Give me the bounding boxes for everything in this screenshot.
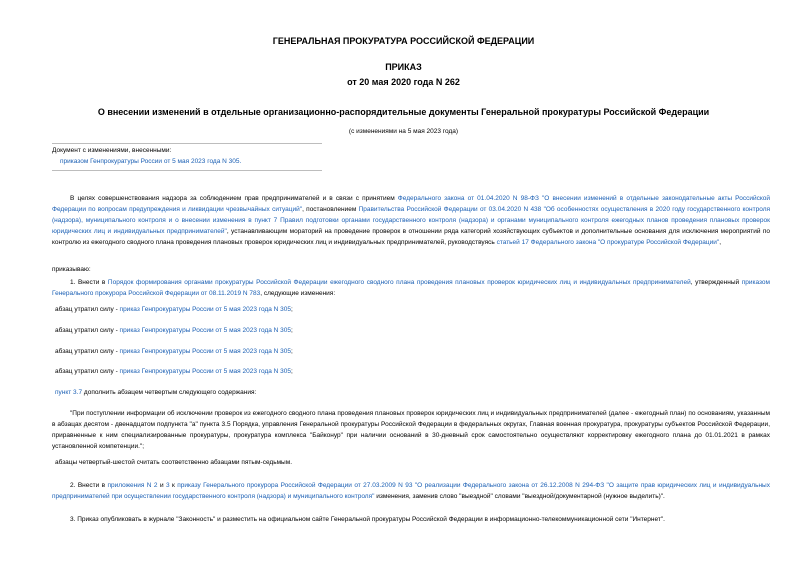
link-article-17[interactable]: статьей 17 Федерального закона "О прокуратуре Российской Федерации" — [496, 239, 720, 246]
point-3-7-line — [55, 389, 256, 396]
link-order-93[interactable]: приказу Генерального прокурора Российской Федерации от 27.03.2009 N 93 "О реализации Федерального закона от 26.12.2008 N 294-ФЗ "О защите прав юридических лиц и индивидуальных предпринимателей при осуществлении государственного контроля (надзора) и муниципального контроля" — [52, 482, 770, 500]
link-order-305[interactable]: приказ Генпрокуратуры России от 5 мая 2023 года N 305 — [119, 306, 292, 313]
item-1-text-1: 1. Внести в — [70, 279, 108, 286]
link-order-783[interactable]: приказом Генерального прокурора Российской Федерации от 08.11.2019 N 783 — [52, 279, 770, 297]
order-word: приказываю: — [52, 266, 91, 273]
item-3-paragraph: 3. Приказ опубликовать в журнале "Законность" и разместить на официальном сайте Генеральной прокуратуры Российской Федерации в информационно-телекоммуникационной сети "Интернет". — [70, 516, 665, 523]
changes-box-bottom-rule — [52, 170, 322, 171]
issuing-authority: ГЕНЕРАЛЬНАЯ ПРОКУРАТУРА РОССИЙСКОЙ ФЕДЕРАЦИИ — [272, 36, 535, 46]
renumber-line: абзацы четвертый-шестой считать соответственно абзацами пятым-седьмым. — [55, 459, 293, 466]
item-1-paragraph — [52, 277, 770, 299]
lost-force-end: ; — [291, 348, 293, 355]
preamble-text-1: В целях совершенствования надзора за соблюдением прав предпринимателей и в связи с принятием — [70, 195, 398, 202]
preamble-text-3: , устанавливающим мораторий на проведение проверок в отношении ряда категорий хозяйствующих субъектов и дополнительные основания для исключения мероприятий по контролю из ежегодного сводного плана проведения плановых проверок юридических лиц и индивидуальных предпринимателей, руководствуясь — [52, 228, 770, 246]
point-3-7-text: дополнить абзацем четвертым следующего содержания: — [82, 389, 257, 396]
item-2-text-1: 2. Внести в — [70, 482, 108, 489]
item-2-paragraph — [52, 480, 770, 502]
link-federal-law-98fz[interactable]: Федерального закона от 01.04.2020 N 98-ФЗ "О внесении изменений в отдельные законодательные акты Российской Федерации по вопросам предупреждения и ликвидации чрезвычайных ситуаций" — [52, 195, 770, 213]
lost-force-text: абзац утратил силу - — [55, 368, 120, 375]
lost-force-end: ; — [291, 368, 293, 375]
item-1-text-2: , утвержденный — [690, 279, 742, 286]
lost-force-line — [55, 348, 293, 355]
changes-note: (с изменениями на 5 мая 2023 года) — [348, 128, 459, 135]
lost-force-end: ; — [291, 327, 293, 334]
changes-box-label: Документ с изменениями, внесенными: — [52, 147, 172, 154]
link-order-305[interactable]: приказ Генпрокуратуры России от 5 мая 2023 года N 305 — [119, 368, 292, 375]
item-2-text-2: и — [157, 482, 166, 489]
document-type: ПРИКАЗ — [385, 62, 422, 72]
preamble-text-2: , постановлением — [302, 206, 359, 213]
changes-box-top-rule — [52, 143, 322, 144]
link-appendix-3[interactable]: 3 — [165, 482, 170, 489]
link-government-decree-438[interactable]: Правительства Российской Федерации от 03.04.2020 N 438 "Об особенностях осуществления в 2020 году государственного контроля (надзора), муниципального контроля и о внесении изменения в пункт 7 Правил подготовки органами государственного контроля (надзора) и органами муниципального контроля ежегодных планов проведения плановых проверок юридических лиц и индивидуальных предпринимателей" — [52, 206, 771, 235]
item-1-text-3: , следующие изменения: — [260, 290, 336, 297]
lost-force-text: абзац утратил силу - — [55, 306, 120, 313]
lost-force-line — [55, 368, 293, 375]
quoted-paragraph: "При поступлении информации об исключении проверок из ежегодного сводного плана проведения плановых проверок юридических лиц и индивидуальных предпринимателей (далее - ежегодный план) по основаниям, указанным в абзацах десятом - двенадцатом подпункта "а" пункта 3.5 Порядка, управления Генеральной прокуратуры Российской Федерации в федеральных округах, Главная военная прокуратура, прокуратуры субъектов Российской Федерации, приравненные к ним специализированные прокуратуры, прокуратура комплекса "Байконур" при наличии оснований в 30-дневный срок самостоятельно осуществляют корректировку ежегодного плана до 01.01.2021 в рамках установленной компетенции."; — [52, 410, 770, 450]
lost-force-line — [55, 327, 293, 334]
link-point-3-7[interactable]: пункт 3.7 — [55, 389, 83, 396]
item-2-text-3: к — [169, 482, 178, 489]
lost-force-text: абзац утратил силу - — [55, 327, 120, 334]
preamble-text-4: , — [719, 239, 722, 246]
item-2-text-4: изменения, заменив слово "выездной" словами "выездной/документарной (нужное выделить)". — [374, 493, 665, 500]
link-order-305[interactable]: приказ Генпрокуратуры России от 5 мая 2023 года N 305 — [119, 327, 292, 334]
document-title: О внесении изменений в отдельные организационно-распорядительные документы Генеральной прокуратуры Российской Федерации — [97, 107, 710, 117]
link-order-305[interactable]: приказ Генпрокуратуры России от 5 мая 2023 года N 305 — [119, 348, 292, 355]
changes-box-link[interactable]: приказом Генпрокуратуры России от 5 мая 2023 года N 305. — [60, 158, 242, 165]
document-date-number: от 20 мая 2020 года N 262 — [347, 77, 460, 87]
lost-force-text: абзац утратил силу - — [55, 348, 120, 355]
lost-force-line — [55, 306, 293, 313]
link-planning-procedure[interactable]: Порядок формирования органами прокуратуры Российской Федерации ежегодного сводного плана проведения плановых проверок юридических лиц и индивидуальных предпринимателей — [107, 279, 691, 286]
lost-force-end: ; — [291, 306, 293, 313]
link-appendix-2[interactable]: приложения N 2 — [107, 482, 158, 489]
preamble-paragraph — [52, 193, 770, 248]
